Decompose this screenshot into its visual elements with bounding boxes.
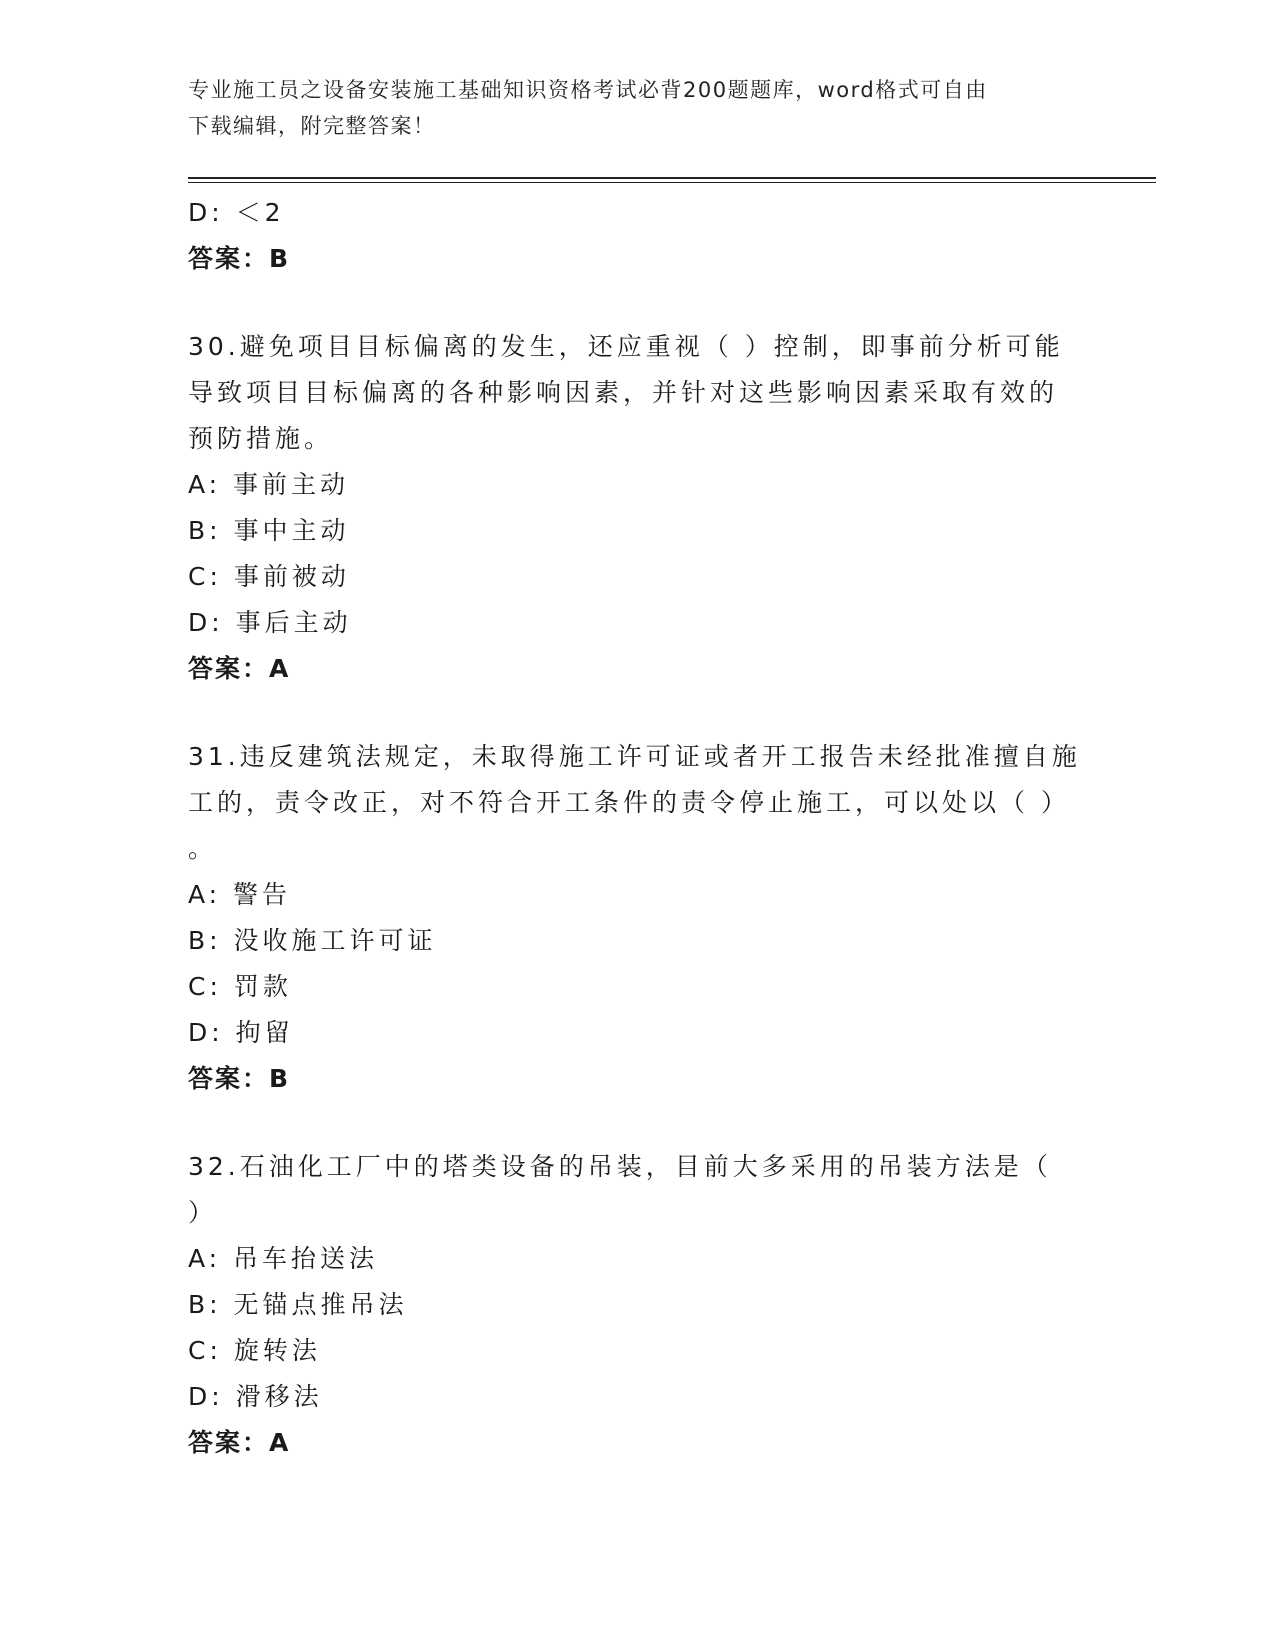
question-31 — [188, 734, 1088, 1102]
question-text-line: 32.石油化工厂中的塔类设备的吊装，目前大多采用的吊装方法是（ — [188, 1152, 1052, 1181]
answer: 答案：A — [188, 654, 291, 683]
question-30 — [188, 324, 1088, 692]
question-text-line: 预防措施。 — [188, 424, 334, 453]
question-text-line: 工的，责令改正，对不符合开工条件的责令停止施工，可以处以（ ） — [188, 788, 1070, 817]
option-a: A: 吊车抬送法 — [188, 1244, 379, 1273]
question-content — [188, 190, 1088, 1466]
question-text-line: ） — [188, 1198, 218, 1227]
spacer — [188, 692, 1088, 734]
option-d: D: 事后主动 — [188, 608, 352, 637]
option-d: D: 拘留 — [188, 1018, 294, 1047]
option-c: C: 事前被动 — [188, 562, 350, 591]
answer: 答案：B — [188, 1064, 291, 1093]
option-c: C: 罚款 — [188, 972, 292, 1001]
question-text-line: 30.避免项目目标偏离的发生，还应重视（ ）控制，即事前分析可能 — [188, 332, 1064, 361]
option-c: C: 旋转法 — [188, 1336, 321, 1365]
header-line-2: 下载编辑，附完整答案！ — [188, 114, 436, 138]
answer: 答案：A — [188, 1428, 291, 1457]
prev-option-d: D: ＜2 — [188, 198, 285, 227]
question-text-line: 。 — [188, 834, 218, 863]
header-rule-thin — [188, 182, 1156, 183]
question-text-line: 导致项目目标偏离的各种影响因素，并针对这些影响因素采取有效的 — [188, 378, 1059, 407]
header-line-1: 专业施工员之设备安装施工基础知识资格考试必背200题题库，word格式可自由 — [188, 78, 988, 102]
prev-answer: 答案：B — [188, 244, 291, 273]
question-32 — [188, 1144, 1088, 1466]
spacer — [188, 282, 1088, 324]
question-text-line: 31.违反建筑法规定，未取得施工许可证或者开工报告未经批准擅自施 — [188, 742, 1081, 771]
option-a: A: 事前主动 — [188, 470, 350, 499]
page-header — [188, 72, 1088, 144]
option-d: D: 滑移法 — [188, 1382, 323, 1411]
spacer — [188, 1102, 1088, 1144]
header-rule-thick — [188, 177, 1156, 179]
option-b: B: 没收施工许可证 — [188, 926, 437, 955]
option-a: A: 警告 — [188, 880, 292, 909]
option-b: B: 事中主动 — [188, 516, 350, 545]
option-b: B: 无锚点推吊法 — [188, 1290, 408, 1319]
